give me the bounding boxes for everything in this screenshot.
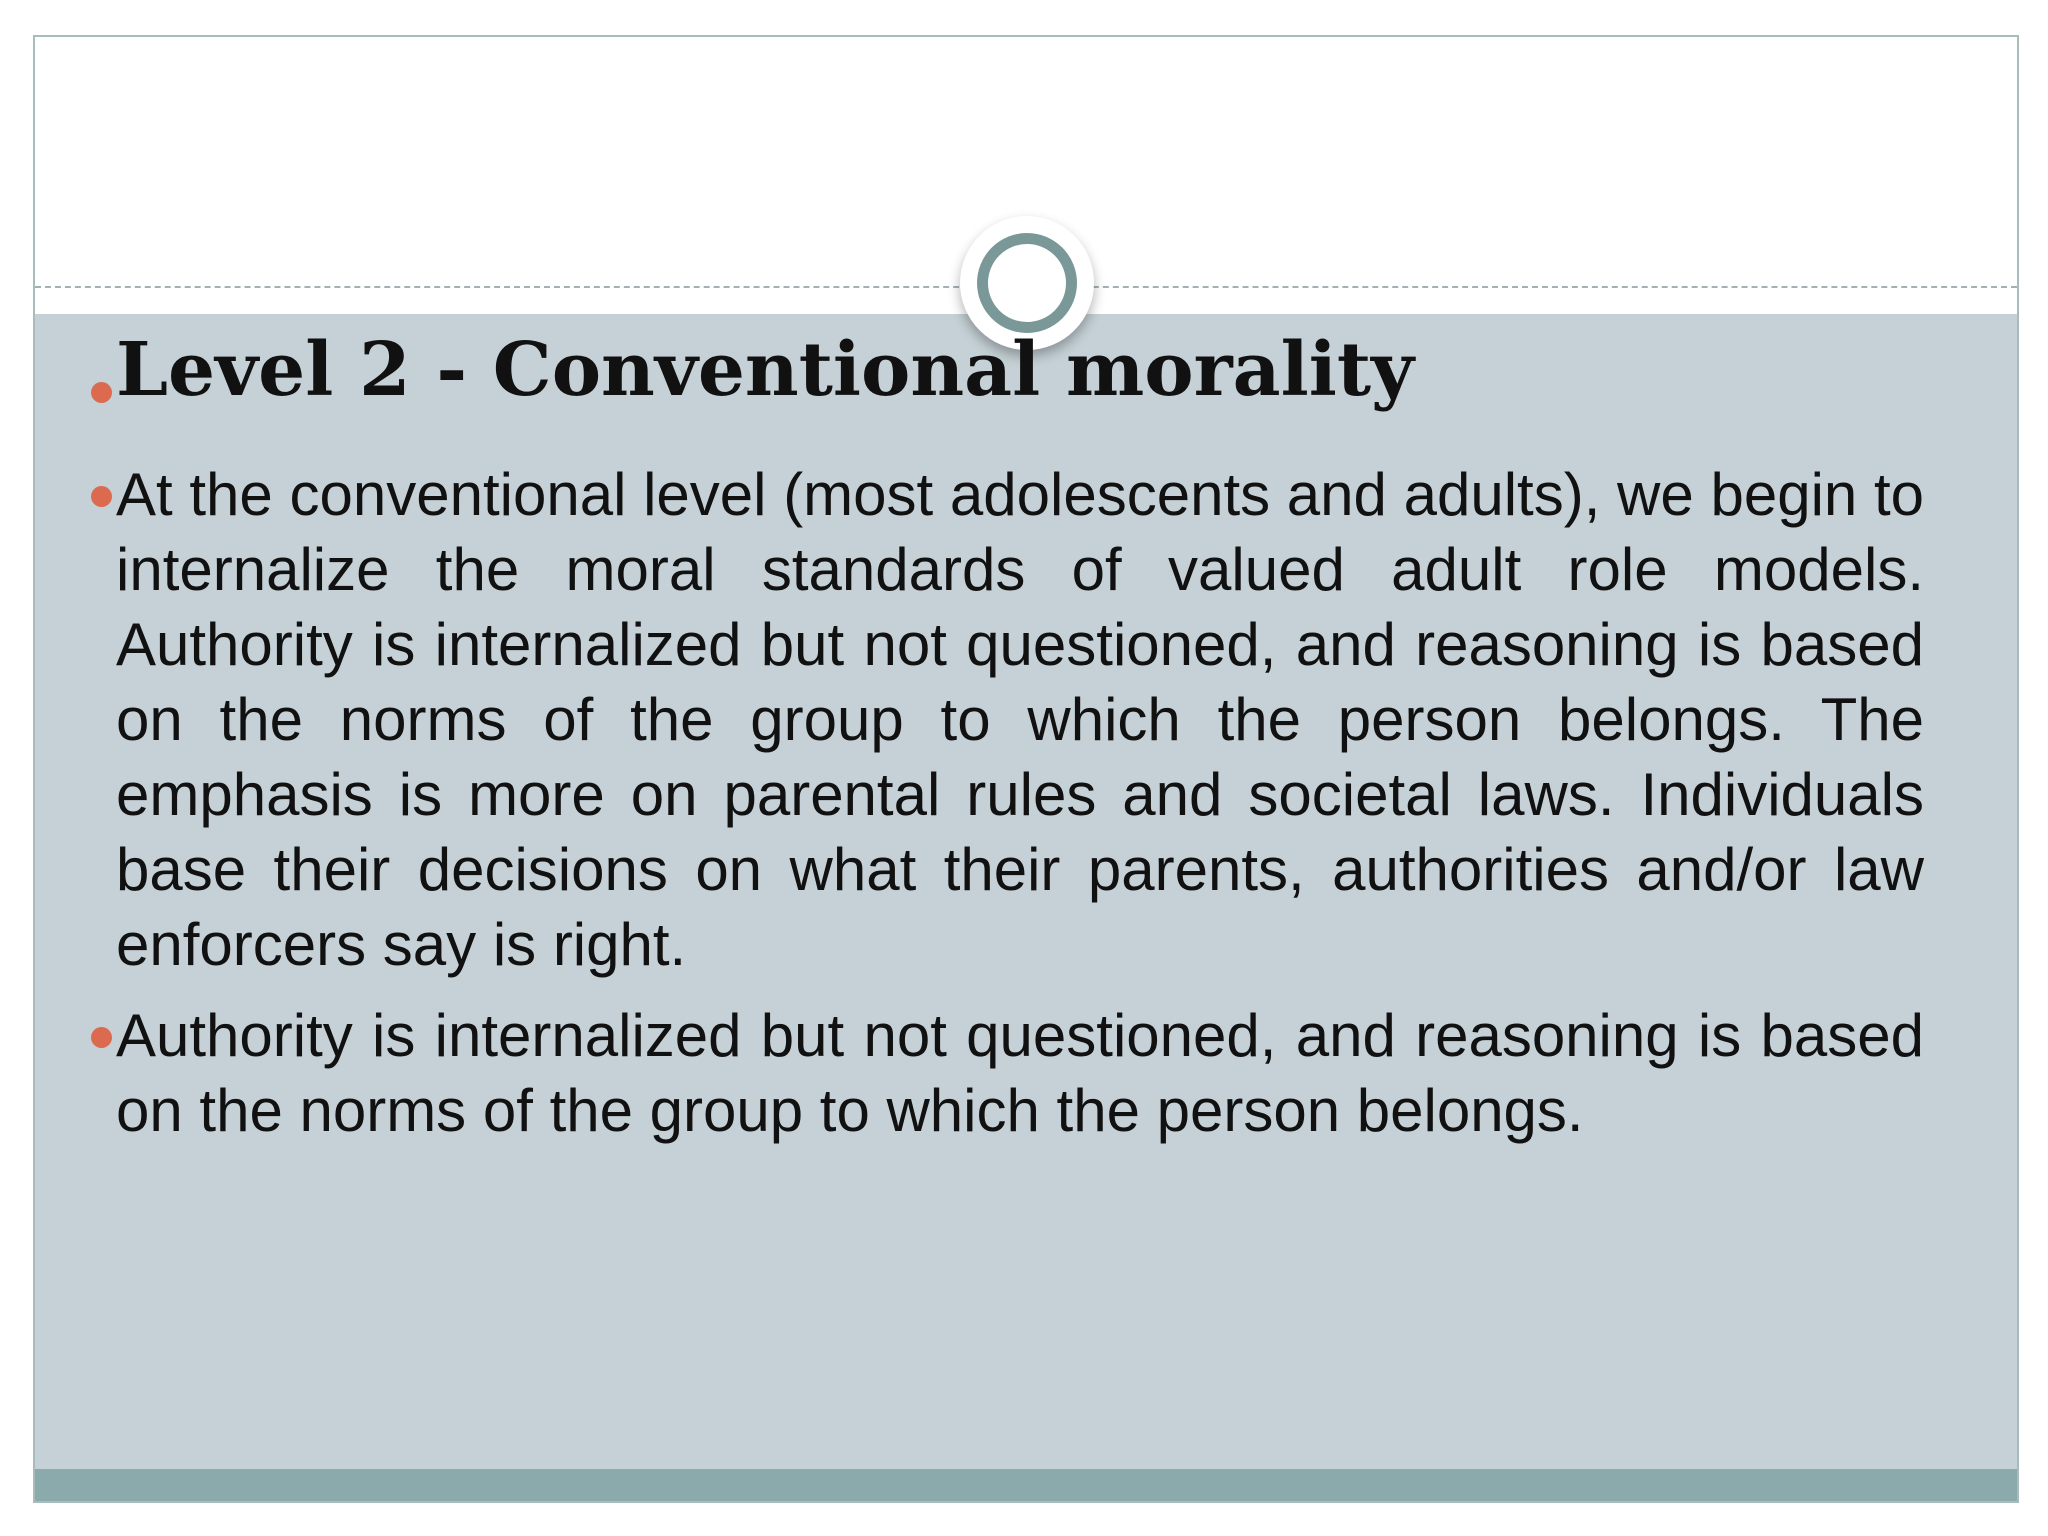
bullet-dot-icon [91, 382, 112, 403]
bullet-dot-icon [91, 486, 112, 507]
bullet-paragraph: At the conventional level (most adolescents and adults), we begin to internalize the moral standards of valued adult role models. Authority is internalized but not questioned, and reasoning is based on the norms of the group to which the person belongs. The emphasis is more on parental rules and societal laws. Individuals base their decisions on what their parents, authorities and/or law enforcers say is right. [116, 461, 1924, 978]
circle-ring-icon [977, 233, 1077, 333]
bullet-dot-icon [91, 1027, 112, 1048]
slide-footer-band [35, 1469, 2017, 1503]
bullet-paragraph: Authority is internalized but not questioned, and reasoning is based on the norms of the group to which the person belongs. [116, 1002, 1924, 1144]
slide-heading: Level 2 - Conventional morality [116, 327, 1414, 413]
